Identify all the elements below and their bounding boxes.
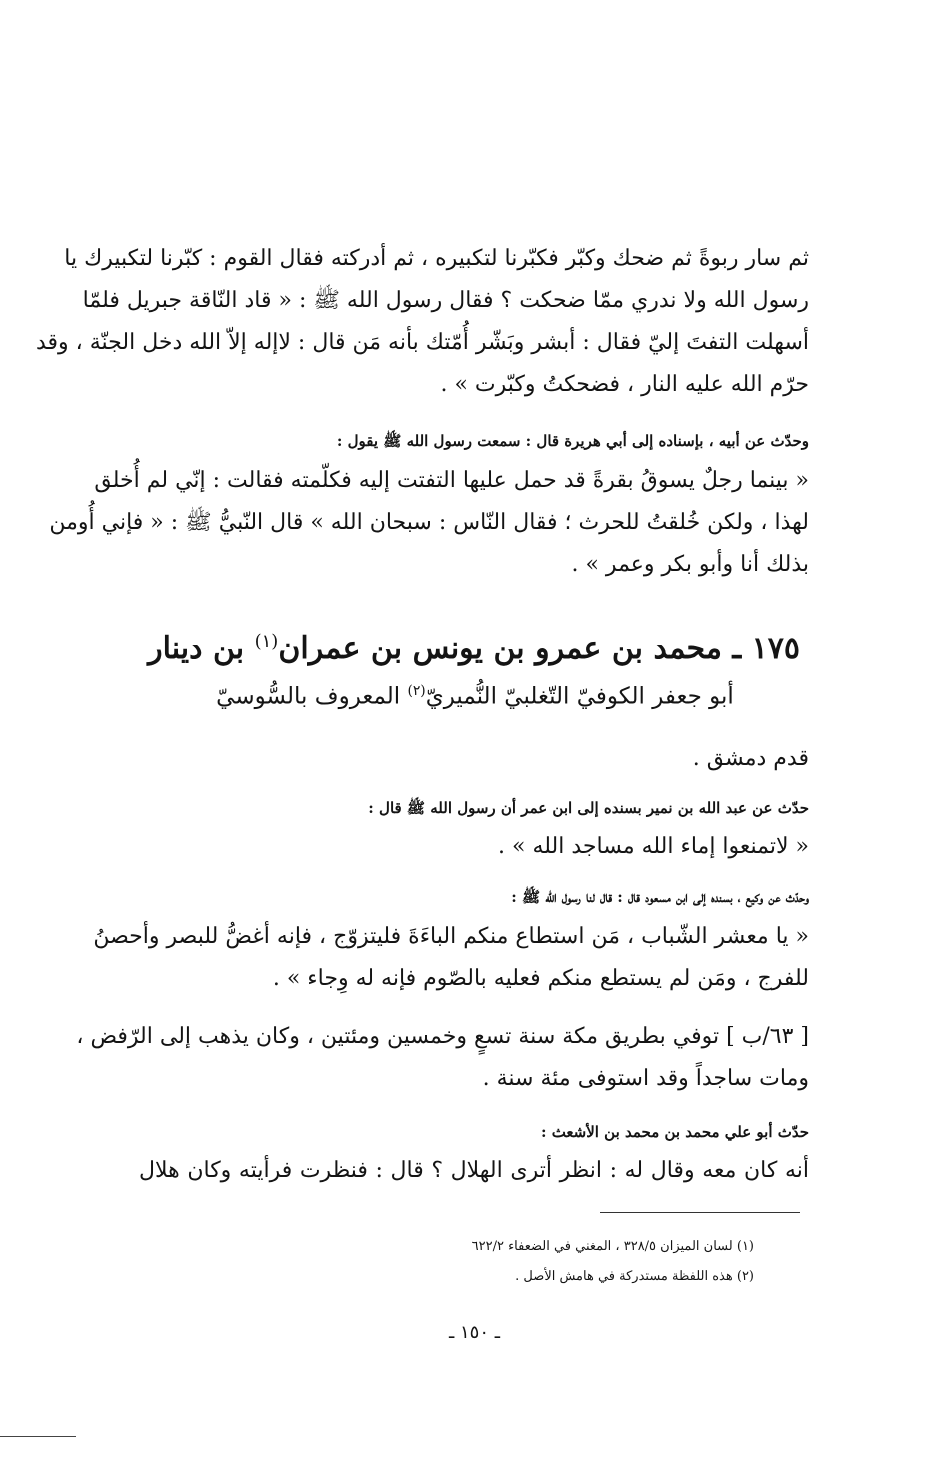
heading-name-end: بن دينار bbox=[148, 631, 255, 666]
text-line: ومات ساجداً وقد استوفى مئة سنة . bbox=[482, 1066, 809, 1091]
text-line: لهذا ، ولكن خُلقتُ للحرث ؛ فقال النّاس : سبحان الله » قال النّبيُّ ﷺ : « فإني أُومن bbox=[49, 510, 809, 535]
isnad-ibn-umar: حدّث عن عبد الله بن نمير بسنده إلى ابن عمر أن رسول الله ﷺ قال : bbox=[368, 799, 809, 817]
paragraph-death bbox=[76, 1016, 809, 1100]
footnote-ref-1: (١) bbox=[254, 631, 279, 652]
footnote-2: (٢) هذه اللفظة مستدركة في هامش الأصل . bbox=[515, 1269, 754, 1284]
heading-subtitle bbox=[150, 671, 800, 717]
footnote-1: (١) لسان الميزان ٣٢٨/٥ ، المغني في الضعفاء ٦٢٢/٢ bbox=[471, 1239, 754, 1254]
heading-name: ١٧٥ ـ محمد بن عمرو بن يونس بن عمران bbox=[278, 631, 800, 666]
footnote-divider bbox=[600, 1212, 800, 1213]
text-line: رسول الله ولا ندري ممّا ضحكت ؟ فقال رسول الله ﷺ : « قاد النّاقة جبريل فلمّا bbox=[82, 288, 809, 313]
text-line: بذلك أنا وأبو بكر وعمر » . bbox=[571, 552, 809, 577]
text-line: « بينما رجلٌ يسوقُ بقرةً قد حمل عليها التفتت إليه فكلّمته فقالت : إنّي لم أُخلق bbox=[94, 468, 809, 493]
text-line: أسهلت التفتَ إليّ فقال : أبشر وبَشّر أُمّتك بأنه مَن قال : لاإله إلاّ الله دخل الجنّة ، وقد bbox=[35, 330, 809, 355]
paragraph-hadith-mosques bbox=[139, 826, 809, 868]
heading-title bbox=[150, 620, 800, 671]
text-line: حرّم الله عليه النار ، فضحكتُ وكبّرت » . bbox=[440, 372, 809, 397]
text-line: قدم دمشق . bbox=[692, 746, 809, 771]
text-line: للفرج ، ومَن لم يستطع منكم فعليه بالصّوم فإنه له وِجاء » . bbox=[272, 966, 809, 991]
isnad-ibn-al-ashath: حدّث أبو علي محمد بن محمد بن الأشعث : bbox=[540, 1123, 809, 1141]
text-line: ثم سار ربوةً ثم ضحك وكبّر فكبّرنا لتكبيره ، ثم أدركته فقال القوم : كبّرنا لتكبيرك يا bbox=[64, 246, 809, 271]
isnad-ibn-masud: وحدّث عن وكيع ، بسنده إلى ابن مسعود قال : قال لنا رسول الله ﷺ : bbox=[511, 888, 809, 906]
paragraph-hadith-cow bbox=[49, 460, 809, 586]
page-number: ـ ١٥٠ ـ bbox=[448, 1322, 500, 1343]
text-line: « يا معشر الشّباب ، مَن استطاع منكم الباءَةَ فليتزوّج ، فإنه أغضُّ للبصر وأحصنُ bbox=[93, 924, 809, 949]
text-line: « لاتمنعوا إماء الله مساجد الله » . bbox=[498, 834, 809, 859]
heading-kunya: أبو جعفر الكوفيّ التّغلبيّ النُّميريّ bbox=[425, 683, 734, 710]
paragraph-damascus bbox=[139, 738, 809, 780]
text-line: [ ٦٣/ب ] توفي بطريق مكة سنة تسعٍ وخمسين ومئتين ، وكان يذهب إلى الرّفض ، bbox=[76, 1024, 809, 1049]
isnad-abu-hurayra: وحدّث عن أبيه ، بإسناده إلى أبي هريرة قال : سمعت رسول الله ﷺ يقول : bbox=[336, 432, 809, 450]
text-line: أنه كان معه وقال له : انظر أترى الهلال ؟ قال : فنظرت فرأيته وكان هلال bbox=[139, 1158, 809, 1183]
heading-laqab: المعروف بالسُّوسيّ bbox=[216, 683, 408, 710]
paragraph-crescent bbox=[139, 1150, 809, 1192]
biography-heading bbox=[150, 620, 800, 717]
footnote-ref-2: (٢) bbox=[407, 683, 426, 699]
paragraph-hadith-jibril bbox=[35, 238, 809, 406]
paragraph-hadith-marriage bbox=[93, 916, 809, 1000]
scan-edge-line bbox=[0, 1436, 76, 1437]
